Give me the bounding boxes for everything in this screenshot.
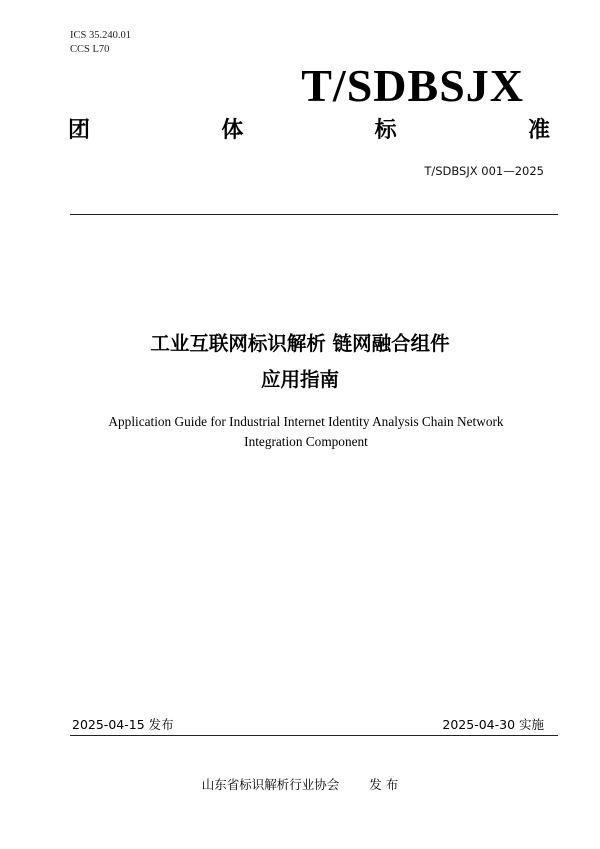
standard-number: T/SDBSJX 001—2025 <box>424 164 544 178</box>
title-english-line-2: Integration Component <box>244 434 368 449</box>
issuer-name: 山东省标识解析行业协会 <box>201 777 340 792</box>
title-chinese-line-1: 工业互联网标识解析 链网融合组件 <box>150 332 450 355</box>
ics-code: ICS 35.240.01 <box>70 30 131 41</box>
standard-type-char: 标 <box>374 118 397 143</box>
implementation-date: 2025-04-30 实施 <box>442 717 544 732</box>
publication-date: 2025-04-15 发布 <box>72 717 174 732</box>
top-divider <box>70 214 558 215</box>
standard-type-char: 准 <box>527 118 550 143</box>
ccs-code: CCS L70 <box>70 44 110 55</box>
standard-type-char: 体 <box>221 118 244 143</box>
title-chinese-line-2: 应用指南 <box>260 368 339 391</box>
standard-type <box>68 116 550 146</box>
issuer-line <box>0 775 600 795</box>
issue-action: 发 布 <box>369 777 399 792</box>
organization-code: T/SDBSJX <box>301 60 524 111</box>
standard-type-char: 团 <box>68 118 91 143</box>
bottom-divider <box>70 735 558 736</box>
title-english-line-1: Application Guide for Industrial Internet Identity Analysis Chain Network <box>108 414 504 429</box>
